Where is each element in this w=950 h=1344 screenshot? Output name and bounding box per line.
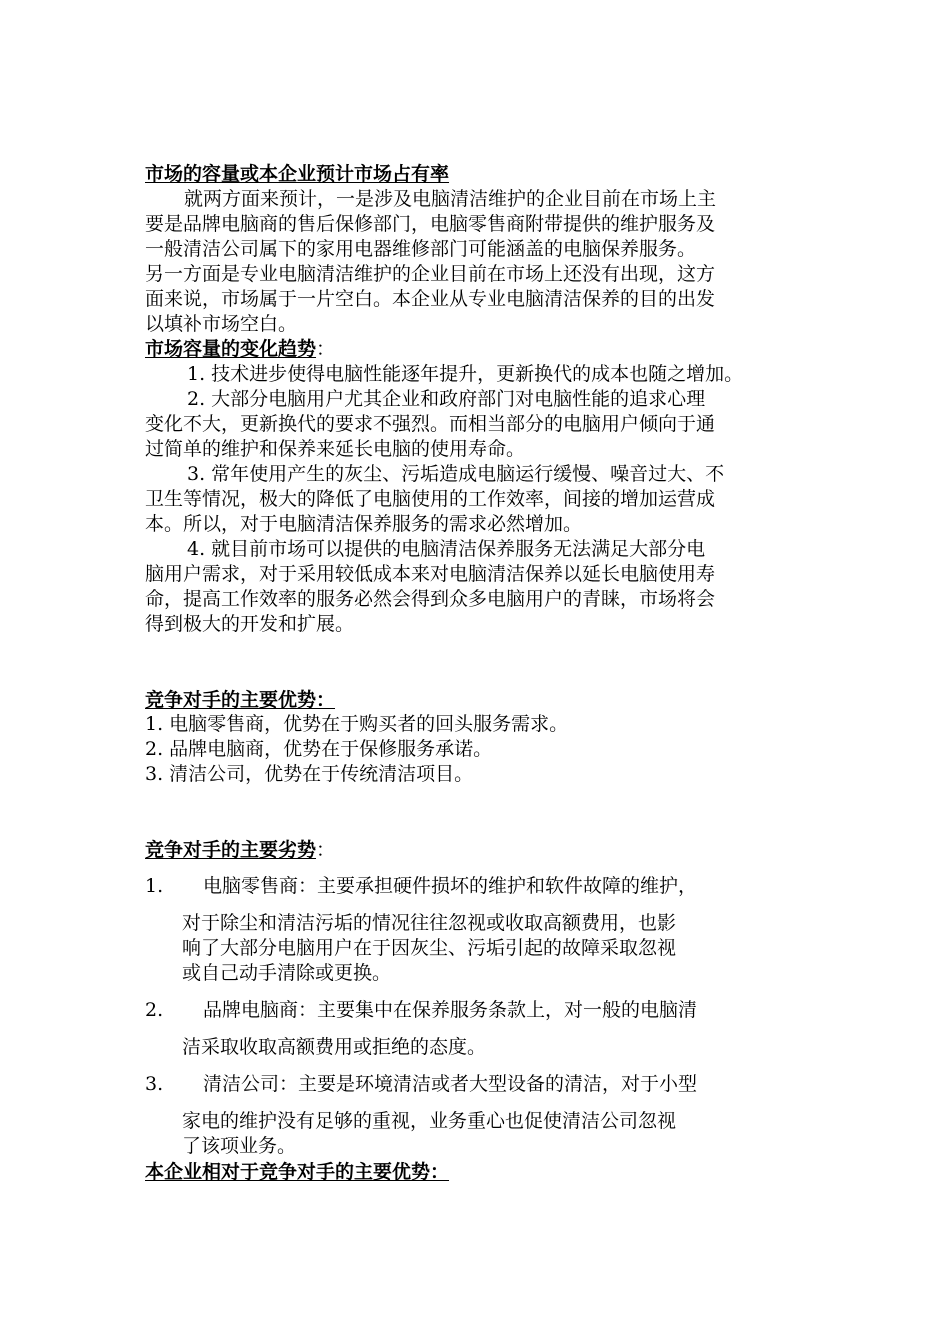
trend-item: 1. 技术进步使得电脑性能逐年提升，更新换代的成本也随之增加。: [187, 363, 744, 385]
section-heading-competitor-weaknesses: 竞争对手的主要劣势: [145, 839, 317, 861]
list-number: 3.: [145, 1073, 164, 1095]
list-number: 1.: [145, 875, 164, 897]
list-item-line: 或自己动手清除或更换。: [182, 962, 392, 984]
list-item-line: 家电的维护没有足够的重视，业务重心也促使清洁公司忽视: [182, 1110, 677, 1132]
paragraph-line: 就两方面来预计，一是涉及电脑清洁维护的企业目前在市场上主: [184, 188, 717, 210]
section-heading-competitor-weaknesses-wrap: [145, 838, 815, 862]
list-item-first-line: 电脑零售商：主要承担硬件损坏的维护和软件故障的维护，: [203, 875, 698, 897]
trend-item: 4. 就目前市场可以提供的电脑清洁保养服务无法满足大部分电: [187, 538, 706, 560]
paragraph-line: 变化不大，更新换代的要求不强烈。而相当部分的电脑用户倾向于通: [145, 413, 716, 435]
heading-colon: ：: [316, 338, 336, 360]
section-heading-own-advantages: 本企业相对于竞争对手的主要优势：: [145, 1161, 450, 1183]
paragraph-line: 另一方面是专业电脑清洁维护的企业目前在市场上还没有出现，这方: [145, 263, 716, 285]
list-item: 3. 清洁公司，优势在于传统清洁项目。: [145, 763, 474, 785]
list-number: 2.: [145, 999, 164, 1021]
heading-colon: ：: [316, 839, 336, 861]
list-item-line: 了该项业务。: [182, 1135, 297, 1157]
section-heading-capacity-trend-wrap: [145, 337, 815, 361]
list-item-line: 响了大部分电脑用户在于因灰尘、污垢引起的故障采取忽视: [182, 937, 677, 959]
paragraph-line: 过简单的维护和保养来延长电脑的使用寿命。: [145, 438, 526, 460]
list-item-line: 对于除尘和清洁污垢的情况往往忽视或收取高额费用，也影: [182, 912, 677, 934]
paragraph-line: 一般清洁公司属下的家用电器维修部门可能涵盖的电脑保养服务。: [145, 238, 697, 260]
paragraph-line: 以填补市场空白。: [145, 313, 298, 335]
paragraph-line: 面来说，市场属于一片空白。本企业从专业电脑清洁保养的目的出发: [145, 288, 716, 310]
paragraph-line: 得到极大的开发和扩展。: [145, 613, 355, 635]
section-heading-competitor-strengths: 竞争对手的主要优势：: [145, 689, 336, 711]
paragraph-line: 脑用户需求，对于采用较低成本来对电脑清洁保养以延长电脑使用寿: [145, 563, 716, 585]
section-heading-market-capacity: 市场的容量或本企业预计市场占有率: [145, 163, 450, 185]
trend-item: 2. 大部分电脑用户尤其企业和政府部门对电脑性能的追求心理: [187, 388, 706, 410]
paragraph-line: 本。所以，对于电脑清洁保养服务的需求必然增加。: [145, 513, 583, 535]
trend-item: 3. 常年使用产生的灰尘、污垢造成电脑运行缓慢、噪音过大、不: [187, 463, 725, 485]
paragraph-line: 要是品牌电脑商的售后保修部门，电脑零售商附带提供的维护服务及: [145, 213, 716, 235]
list-item-first-line: 品牌电脑商：主要集中在保养服务条款上，对一般的电脑清: [203, 999, 698, 1021]
paragraph-line: 命，提高工作效率的服务必然会得到众多电脑用户的青睐，市场将会: [145, 588, 716, 610]
section-heading-capacity-trend: 市场容量的变化趋势: [145, 338, 317, 360]
list-item-first-line: 清洁公司：主要是环境清洁或者大型设备的清洁，对于小型: [203, 1073, 698, 1095]
paragraph-line: 卫生等情况，极大的降低了电脑使用的工作效率，间接的增加运营成: [145, 488, 716, 510]
list-item: 2. 品牌电脑商，优势在于保修服务承诺。: [145, 738, 493, 760]
list-item: 1. 电脑零售商，优势在于购买者的回头服务需求。: [145, 713, 569, 735]
list-item-line: 洁采取收取高额费用或拒绝的态度。: [182, 1036, 487, 1058]
